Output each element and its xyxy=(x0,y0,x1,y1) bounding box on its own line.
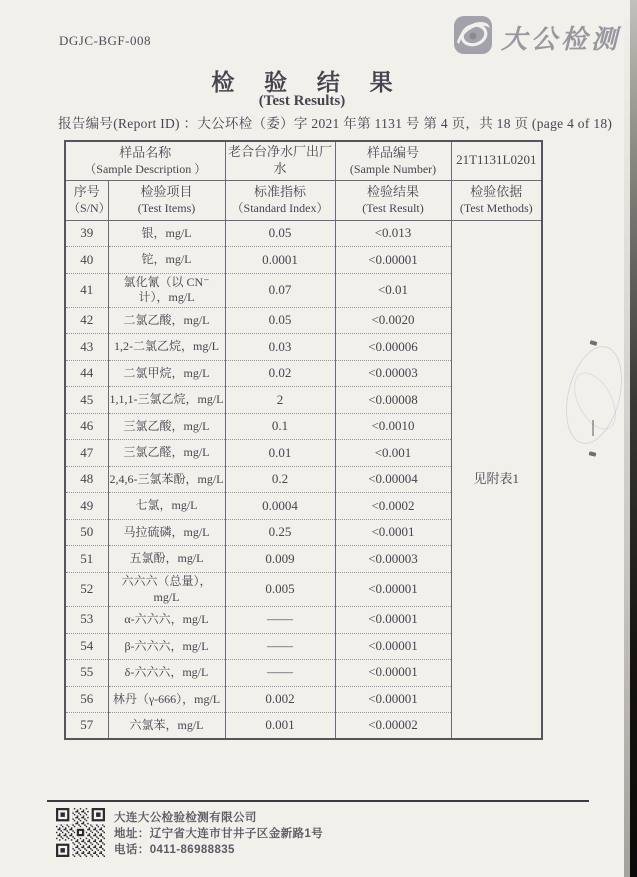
row-result-cell: <0.0020 xyxy=(335,307,451,334)
row-result-cell: <0.0001 xyxy=(335,519,451,546)
document-code: DGJC-BGF-008 xyxy=(59,33,151,48)
table-row xyxy=(65,220,542,247)
row-sn-cell: 50 xyxy=(65,519,108,546)
row-standard-cell: 0.1 xyxy=(225,413,335,440)
row-standard-cell: 0.05 xyxy=(225,307,335,334)
company-phone: 电话：0411-86988835 xyxy=(114,844,235,856)
company-address: 地址：辽宁省大连市甘井子区金新路1号 xyxy=(114,828,324,840)
row-standard-cell: 0.02 xyxy=(225,360,335,387)
row-standard-cell: 0.2 xyxy=(225,466,335,493)
row-result-cell: <0.01 xyxy=(335,273,451,307)
sample-description-label: 样品名称 （Sample Description ） xyxy=(65,141,225,180)
row-sn-cell: 43 xyxy=(65,334,108,361)
logo-swirl-icon xyxy=(452,14,494,61)
row-result-cell: <0.00001 xyxy=(335,686,451,713)
row-item-cell: 2,4,6-三氯苯酚，mg/L xyxy=(108,466,225,493)
sample-name-cell: 老合台净水厂出厂水 xyxy=(225,141,335,180)
row-sn-cell: 52 xyxy=(65,572,108,606)
row-item-cell: δ-六六六，mg/L xyxy=(108,660,225,687)
row-standard-cell: 0.0004 xyxy=(225,493,335,520)
row-item-cell: 铊，mg/L xyxy=(108,247,225,274)
footer-divider xyxy=(47,800,589,802)
row-standard-cell: 2 xyxy=(225,387,335,414)
row-sn-cell: 42 xyxy=(65,307,108,334)
row-standard-cell: 0.0001 xyxy=(225,247,335,274)
page-title: 检 验 结 果 xyxy=(211,70,405,95)
row-sn-cell: 51 xyxy=(65,546,108,573)
sample-number-cell: 21T1131L0201 xyxy=(451,141,542,180)
row-result-cell: <0.00004 xyxy=(335,466,451,493)
row-sn-cell: 41 xyxy=(65,273,108,307)
row-sn-cell: 54 xyxy=(65,633,108,660)
row-result-cell: <0.00002 xyxy=(335,713,451,740)
qr-code xyxy=(56,808,105,857)
row-sn-cell: 47 xyxy=(65,440,108,467)
scan-page-edge xyxy=(630,0,637,877)
row-standard-cell: 0.05 xyxy=(225,220,335,247)
row-result-cell: <0.001 xyxy=(335,440,451,467)
row-item-cell: 氯化氰（以 CN⁻ 计），mg/L xyxy=(108,273,225,307)
row-sn-cell: 46 xyxy=(65,413,108,440)
row-sn-cell: 48 xyxy=(65,466,108,493)
footer-company-info xyxy=(114,810,323,858)
row-item-cell: 银，mg/L xyxy=(108,220,225,247)
row-standard-cell: 0.03 xyxy=(225,334,335,361)
row-standard-cell: 0.005 xyxy=(225,572,335,606)
row-item-cell: 三氯乙酸，mg/L xyxy=(108,413,225,440)
row-result-cell: <0.00003 xyxy=(335,360,451,387)
report-id-line: 报告编号(Report ID) ：大公环检（委）字 2021 年第 1131 号 第 4 页，共 18 页 (page 4 of 18) xyxy=(58,116,613,131)
col-header-result: 检验结果 (Test Result) xyxy=(335,180,451,220)
row-result-cell: <0.00003 xyxy=(335,546,451,573)
row-item-cell: 三氯乙醛，mg/L xyxy=(108,440,225,467)
row-sn-cell: 53 xyxy=(65,607,108,634)
row-result-cell: <0.00001 xyxy=(335,572,451,606)
row-sn-cell: 57 xyxy=(65,713,108,740)
column-header-row xyxy=(65,180,542,220)
row-item-cell: 1,1,1-三氯乙烷，mg/L xyxy=(108,387,225,414)
row-result-cell: <0.00001 xyxy=(335,633,451,660)
row-standard-cell: —— xyxy=(225,607,335,634)
col-header-standard: 标准指标 （Standard Index） xyxy=(225,180,335,220)
row-standard-cell: 0.001 xyxy=(225,713,335,740)
row-result-cell: <0.00001 xyxy=(335,660,451,687)
row-item-cell: 二氯乙酸，mg/L xyxy=(108,307,225,334)
row-standard-cell: 0.002 xyxy=(225,686,335,713)
sample-number-label: 样品编号 (Sample Number) xyxy=(335,141,451,180)
col-header-methods: 检验依据 (Test Methods) xyxy=(451,180,542,220)
row-item-cell: α-六六六，mg/L xyxy=(108,607,225,634)
margin-mark xyxy=(592,420,594,436)
row-item-cell: 六六六（总量），mg/L xyxy=(108,572,225,606)
row-item-cell: 二氯甲烷，mg/L xyxy=(108,360,225,387)
row-standard-cell: 0.25 xyxy=(225,519,335,546)
company-name: 大连大公检验检测有限公司 xyxy=(114,812,257,824)
row-sn-cell: 40 xyxy=(65,247,108,274)
row-standard-cell: 0.07 xyxy=(225,273,335,307)
row-result-cell: <0.00001 xyxy=(335,607,451,634)
row-item-cell: 1,2-二氯乙烷，mg/L xyxy=(108,334,225,361)
row-result-cell: <0.00001 xyxy=(335,247,451,274)
row-item-cell: 七氯，mg/L xyxy=(108,493,225,520)
row-sn-cell: 44 xyxy=(65,360,108,387)
row-item-cell: 马拉硫磷，mg/L xyxy=(108,519,225,546)
col-header-sn: 序号 （S/N） xyxy=(65,180,108,220)
row-item-cell: 五氯酚，mg/L xyxy=(108,546,225,573)
row-result-cell: <0.0002 xyxy=(335,493,451,520)
binding-mark xyxy=(589,451,597,456)
row-result-cell: <0.013 xyxy=(335,220,451,247)
row-standard-cell: —— xyxy=(225,633,335,660)
test-results-table xyxy=(64,140,543,740)
col-header-items: 检验项目 (Test Items) xyxy=(108,180,225,220)
sample-header-row xyxy=(65,141,542,180)
row-result-cell: <0.00006 xyxy=(335,334,451,361)
row-sn-cell: 45 xyxy=(65,387,108,414)
row-item-cell: β-六六六，mg/L xyxy=(108,633,225,660)
row-standard-cell: 0.009 xyxy=(225,546,335,573)
page-subtitle: (Test Results) xyxy=(258,93,346,109)
company-logo xyxy=(452,14,628,60)
row-sn-cell: 55 xyxy=(65,660,108,687)
row-sn-cell: 39 xyxy=(65,220,108,247)
row-item-cell: 林丹（γ-666），mg/L xyxy=(108,686,225,713)
row-standard-cell: —— xyxy=(225,660,335,687)
row-result-cell: <0.00008 xyxy=(335,387,451,414)
logo-text: 大公检测 xyxy=(501,24,622,54)
binding-mark xyxy=(590,340,598,346)
row-result-cell: <0.0010 xyxy=(335,413,451,440)
row-item-cell: 六氯苯，mg/L xyxy=(108,713,225,740)
test-methods-note-cell: 见附表1 xyxy=(451,220,542,739)
row-sn-cell: 56 xyxy=(65,686,108,713)
row-standard-cell: 0.01 xyxy=(225,440,335,467)
row-sn-cell: 49 xyxy=(65,493,108,520)
